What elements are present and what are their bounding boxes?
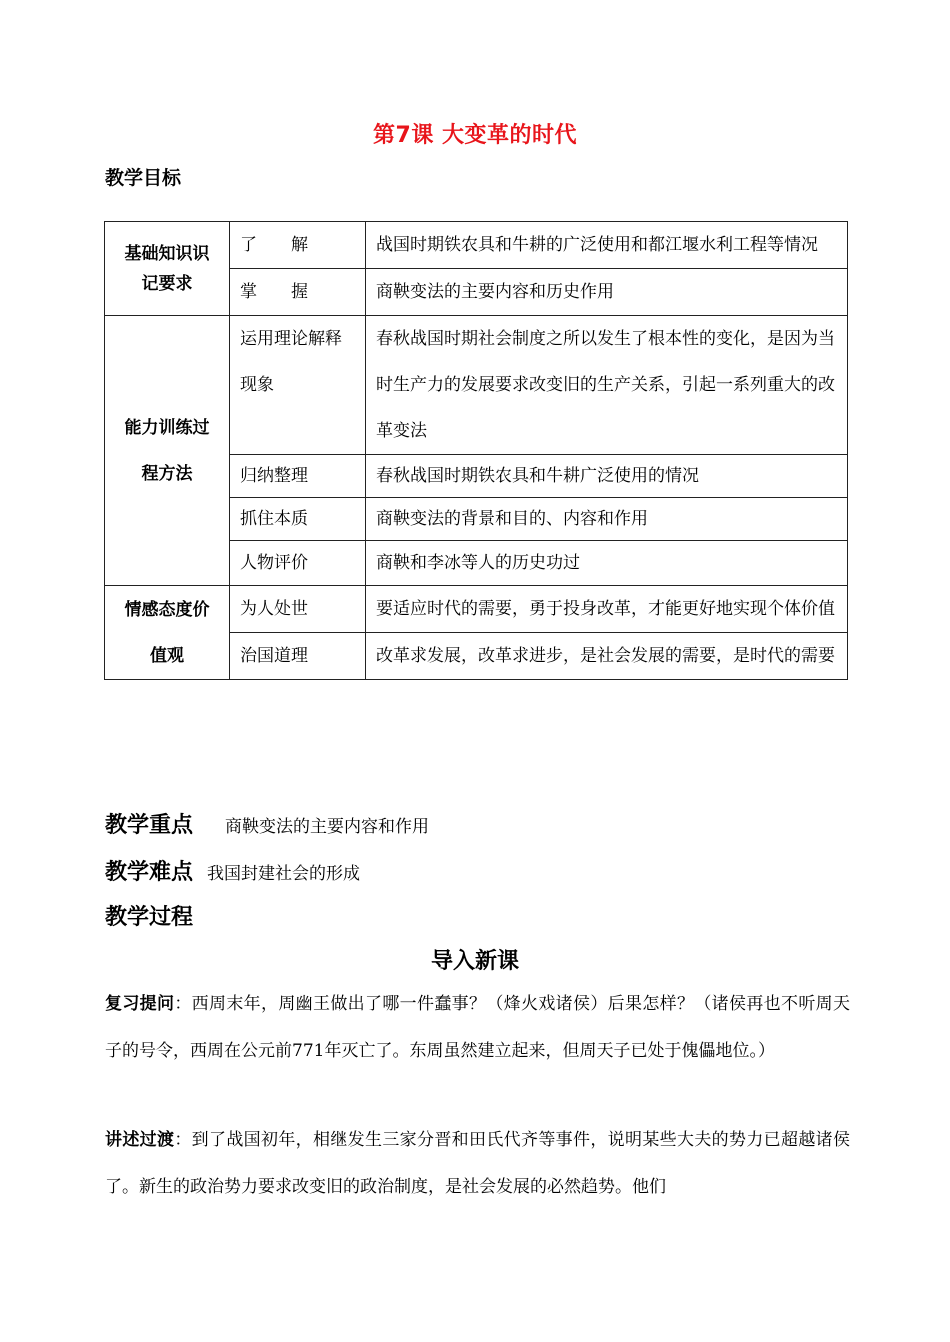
row-label: 治国道理 [230,633,366,680]
row-content: 商鞅变法的背景和目的、内容和作用 [366,498,848,541]
table-row [105,222,848,269]
lesson-title: 第7课 大变革的时代 [373,123,577,148]
key-point [105,808,429,839]
section-title: 导入新课 [430,949,519,974]
paragraph-review [105,981,850,1075]
row-content: 战国时期铁农具和牛耕的广泛使用和都江堰水利工程等情况 [366,222,848,269]
key-point-label: 教学重点 [105,813,194,838]
row-content: 商鞅和李冰等人的历史功过 [366,541,848,586]
row-label: 人物评价 [230,541,366,586]
paragraph-label: 讲述过渡 [105,1130,175,1150]
objectives-table [104,221,848,680]
row-content: 春秋战国时期铁农具和牛耕广泛使用的情况 [366,455,848,498]
table-row [105,316,848,455]
row-label: 运用理论解释现象 [230,316,366,455]
row-label: 归纳整理 [230,455,366,498]
paragraph-text: ：到了战国初年，相继发生三家分晋和田氏代齐等事件，说明某些大夫的势力已超越诸侯了。新生的政治势力要求改变旧的政治制度，是社会发展的必然趋势。他们 [105,1130,851,1197]
row-label: 了 解 [230,222,366,269]
row-label: 抓住本质 [230,498,366,541]
row-label: 掌 握 [230,269,366,316]
difficult-point-text: 我国封建社会的形成 [207,864,361,884]
objectives-heading: 教学目标 [105,167,182,189]
row-content: 春秋战国时期社会制度之所以发生了根本性的变化，是因为当时生产力的发展要求改变旧的生产关系，引起一系列重大的改革变法 [366,316,848,455]
row-content: 商鞅变法的主要内容和历史作用 [366,269,848,316]
paragraph-label: 复习提问 [105,994,175,1014]
difficult-point [105,855,360,886]
row-content: 要适应时代的需要，勇于投身改革，才能更好地实现个体价值 [366,586,848,633]
paragraph-text: ：西周末年，周幽王做出了哪一件蠢事？（烽火戏诸侯）后果怎样？（诸侯再也不听周天子的号令，西周在公元前771年灭亡了。东周虽然建立起来，但周天子已处于傀儡地位。） [105,994,851,1061]
table-row [105,586,848,633]
row-label: 为人处世 [230,586,366,633]
key-point-text: 商鞅变法的主要内容和作用 [225,817,430,837]
difficult-point-label: 教学难点 [105,860,194,885]
row-content: 改革求发展，改革求进步，是社会发展的需要，是时代的需要 [366,633,848,680]
category-basic: 基础知识识记要求 [105,222,230,316]
paragraph-transition [105,1117,850,1211]
category-ability: 能力训练过程方法 [105,316,230,586]
process-heading: 教学过程 [105,905,194,930]
category-emotion: 情感态度价值观 [105,586,230,680]
